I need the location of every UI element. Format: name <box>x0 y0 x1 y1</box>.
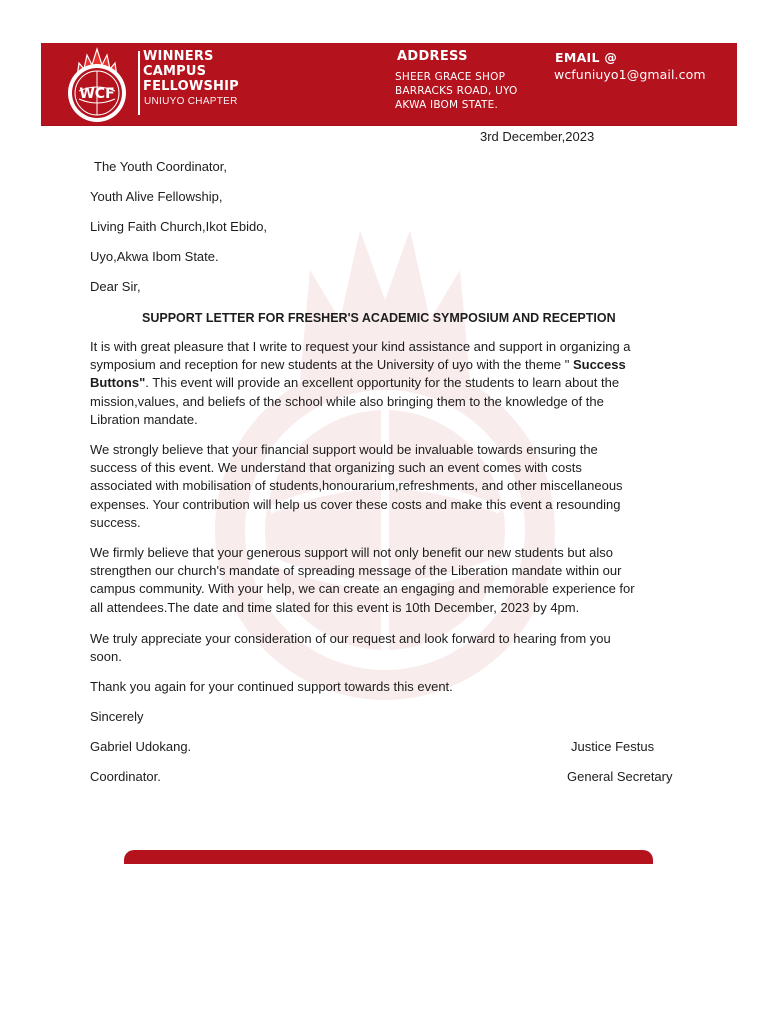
recipient-line: Youth Alive Fellowship, <box>90 189 223 204</box>
paragraph-line: associated with mobilisation of students,honourarium,refreshments, and other miscellaneous <box>90 478 623 494</box>
paragraph-request <box>90 338 680 429</box>
email-address: wcfuniuyo1@gmail.com <box>554 67 706 82</box>
paragraph-line: success of this event. We understand that organizing such an event comes with costs <box>90 460 582 476</box>
paragraph-line: mission,values, and beliefs of the school while also bringing them to the knowledge of the <box>90 393 604 409</box>
logo-lettering: WCF <box>79 86 115 102</box>
paragraph-line: We truly appreciate your consideration of our request and look forward to hearing from you <box>90 631 611 646</box>
theme-emphasis: Buttons" <box>90 375 146 391</box>
paragraph-thanks <box>90 678 680 696</box>
signatory-role-right: General Secretary <box>567 769 673 784</box>
signatory-name-left: Gabriel Udokang. <box>90 739 192 754</box>
footer-banner <box>124 850 653 864</box>
paragraph-line: Libration mandate. <box>90 411 198 427</box>
recipient-line: The Youth Coordinator, <box>94 159 227 174</box>
address-label: ADDRESS <box>397 49 468 64</box>
signatory-role-left: Coordinator. <box>90 769 161 784</box>
paragraph-event-details <box>90 544 680 617</box>
paragraph-line: all attendees.The date and time slated for this event is 10th December, 2023 by 4pm. <box>90 599 580 615</box>
recipient-line: Uyo,Akwa Ibom State. <box>90 249 219 264</box>
paragraph-line: expenses. Your contribution will help us cover these costs and make this event a resounding <box>90 496 621 512</box>
theme-emphasis: Success <box>572 357 626 373</box>
address-line: BARRACKS ROAD, UYO <box>395 85 518 97</box>
paragraph-line <box>90 356 680 374</box>
address-line: SHEER GRACE SHOP <box>395 71 506 83</box>
email-label: EMAIL @ <box>555 50 618 65</box>
text-segment: . This event will provide an excellent opportunity for the students to learn about the <box>145 375 620 391</box>
address-line: AKWA IBOM STATE. <box>395 99 499 111</box>
paragraph-line: success. <box>90 514 141 530</box>
paragraph-appreciation <box>90 630 680 666</box>
organization-name: WINNERS CAMPUS FELLOWSHIP <box>143 49 239 94</box>
paragraph-line: strengthen our church's mandate of spreading message of the Liberation mandate within our <box>90 563 622 579</box>
paragraph-line: Thank you again for your continued support towards this event. <box>90 679 453 694</box>
paragraph-line <box>90 374 680 392</box>
paragraph-line: soon. <box>90 649 122 665</box>
signatory-name-right: Justice Festus <box>571 739 655 754</box>
paragraph-line: We strongly believe that your financial support would be invaluable towards ensuring the <box>90 442 598 457</box>
salutation: Dear Sir, <box>90 279 141 294</box>
recipient-line: Living Faith Church,Ikot Ebido, <box>90 219 268 234</box>
letter-subject: SUPPORT LETTER FOR FRESHER'S ACADEMIC SYMPOSIUM AND RECEPTION <box>142 311 616 325</box>
paragraph-line: We firmly believe that your generous support will not only benefit our new students but also <box>90 545 613 560</box>
closing: Sincerely <box>90 709 144 724</box>
letter-date: 3rd December,2023 <box>480 129 595 144</box>
paragraph-financial-support <box>90 441 680 532</box>
paragraph-line: It is with great pleasure that I write to request your kind assistance and support in organizing a <box>90 339 631 354</box>
text-segment: symposium and reception for new students at the University of uyo with the theme " <box>90 357 573 373</box>
organization-chapter: UNIUYO CHAPTER <box>144 96 238 107</box>
paragraph-line: campus community. With your help, we can create an engaging and memorable experience for <box>90 581 635 597</box>
